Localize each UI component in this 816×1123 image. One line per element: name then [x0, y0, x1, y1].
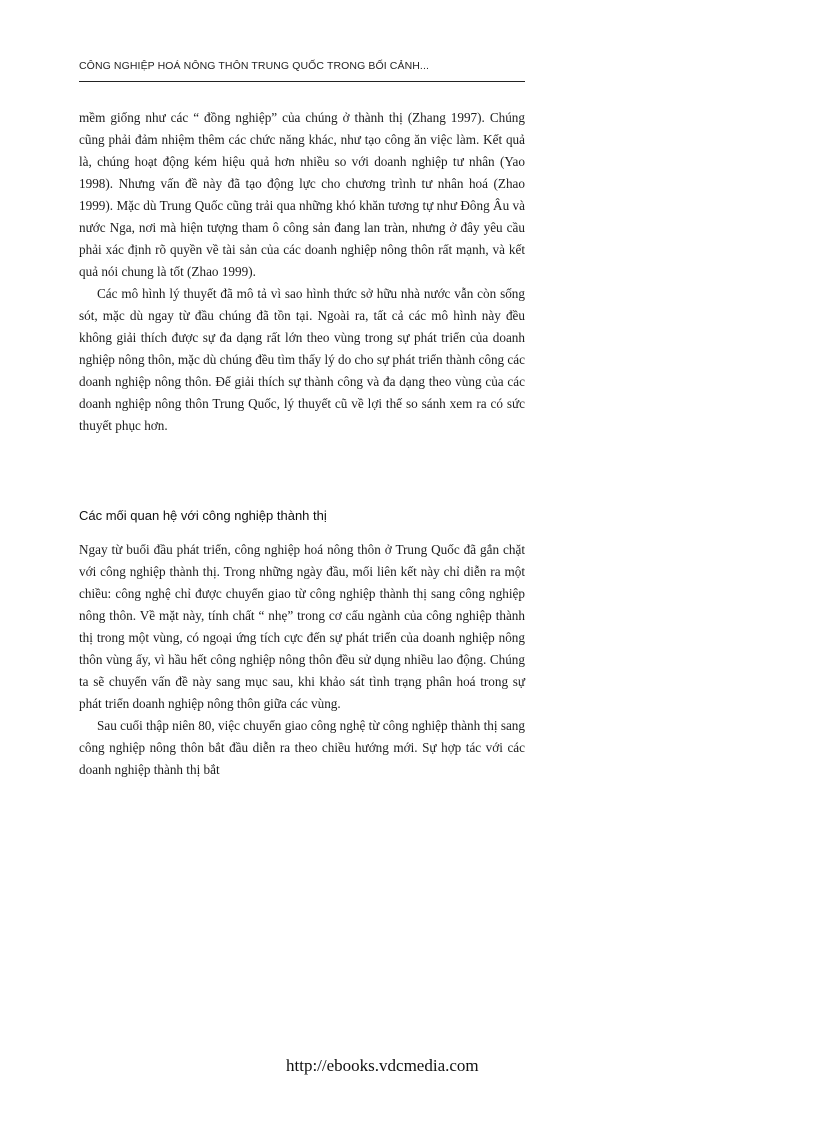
paragraph: Sau cuối thập niên 80, việc chuyển giao công nghệ từ công nghiệp thành thị sang công nghiệp nông thôn bắt đầu diễn ra theo chiều hướng mới. Sự hợp tác với các doanh nghiệp thành thị bắt — [79, 718, 525, 777]
footer-url: http://ebooks.vdcmedia.com — [286, 1056, 479, 1075]
section-heading: Các mối quan hệ với công nghiệp thành thị — [79, 508, 327, 523]
running-header: CÔNG NGHIỆP HOÁ NÔNG THÔN TRUNG QUỐC TRONG BỐI CẢNH... — [79, 60, 429, 72]
header-rule — [79, 81, 525, 82]
paragraph: Các mô hình lý thuyết đã mô tả vì sao hình thức sở hữu nhà nước vẫn còn sống sót, mặc dù ngay từ đầu chúng đã tồn tại. Ngoài ra, tất cả các mô hình này đều không giải thích được sự đa dạng rất lớn theo vùng trong sự phát triển của doanh nghiệp nông thôn, mặc dù chúng đều tìm thấy lý do cho sự phát triển thành công các doanh nghiệp nông thôn. Để giải thích sự thành công và đa dạng theo vùng của các doanh nghiệp nông thôn Trung Quốc, lý thuyết cũ về lợi thế so sánh xem ra có sức thuyết phục hơn. — [79, 286, 525, 433]
paragraph: Ngay từ buổi đầu phát triển, công nghiệp hoá nông thôn ở Trung Quốc đã gắn chặt với công nghiệp thành thị. Trong những ngày đầu, mối liên kết này chỉ diễn ra một chiều: công nghệ chỉ được chuyển giao từ công nghiệp thành thị sang công nghiệp nông thôn. Về mặt này, tính chất “ nhẹ” trong cơ cấu ngành của công nghiệp thành thị trong một vùng, có ngoại ứng tích cực đến sự phát triển của doanh nghiệp nông thôn vùng ấy, vì hầu hết công nghiệp nông thôn đều sử dụng nhiều lao động. Chúng ta sẽ chuyển vấn đề này sang mục sau, khi khảo sát tình trạng phân hoá trong sự phát triển doanh nghiệp nông thôn giữa các vùng. — [79, 542, 525, 711]
body-text-block-2 — [79, 539, 525, 781]
paragraph-continuation: mềm giống như các “ đồng nghiệp” của chúng ở thành thị (Zhang 1997). Chúng cũng phải đảm nhiệm thêm các chức năng khác, như tạo công ăn việc làm. Kết quả là, chúng hoạt động kém hiệu quả hơn nhiều so với doanh nghiệp tư nhân (Yao 1998). Nhưng vấn đề này đã tạo động lực cho chương trình tư nhân hoá (Zhao 1999). Mặc dù Trung Quốc cũng trải qua những khó khăn tương tự như Đông Âu và nước Nga, nơi mà hiện tượng tham ô công sản đang lan tràn, nhưng ở đây yêu cầu phải xác định rõ quyền về tài sản của các doanh nghiệp nông thôn rất mạnh, và kết quả nói chung là tốt (Zhao 1999). — [79, 110, 525, 279]
body-text-block-1 — [79, 107, 525, 437]
